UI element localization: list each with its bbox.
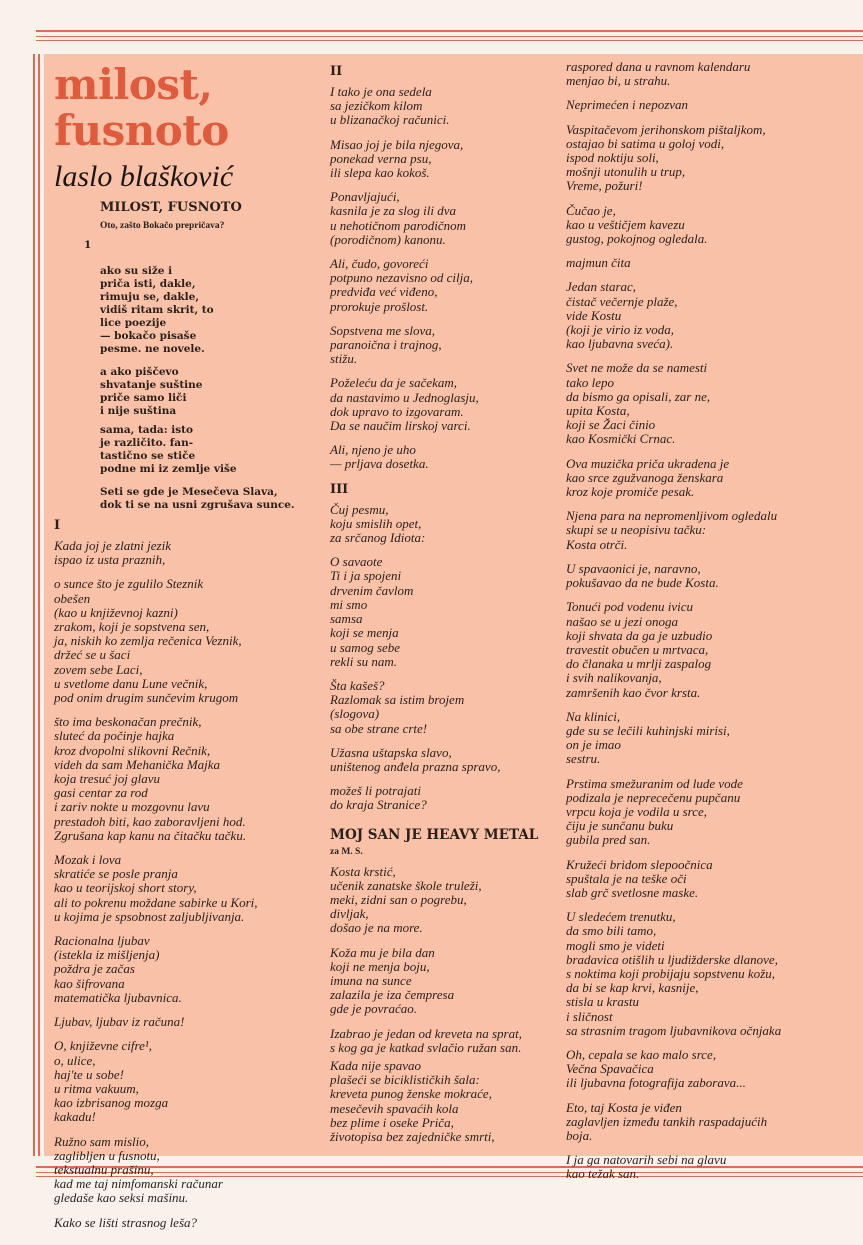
stanza: Čuj pesmu, koju smislih opet, za srčanog Idiota:	[330, 501, 426, 546]
stanza: raspored dana u ravnom kalendaru menjao bi, u strahu.	[566, 59, 751, 89]
stanza: Koža mu je bila dan koji ne menja boju, imuna na sunce zalazila je iza čempresa gde je povraćao.	[330, 944, 455, 1017]
stanza: Oh, cepala se kao malo srce, Večna Spavačica ili ljubavna fotografija zaborava...	[566, 1046, 746, 1091]
stanza: Misao joj je bila njegova, ponekad verna psu, ili slepa kao kokoš.	[330, 136, 464, 181]
poem-panel	[44, 54, 863, 1230]
stanza: U sledećem trenutku, da smo bili tamo, mogli smo je videti bradavica otišlih u ljudiždеrske dlanove, s noktima koji probijaju sopstvenu kožu, da bi se kap krvi, kasnije, stisla u krastu i sličnost sa strasnim tragom ljubavnikova očnjaka	[566, 909, 782, 1038]
stanza-number: 1	[84, 239, 92, 251]
stanza: Ponavljajući, kasnila je za slog ili dva u nehotičnom parodičnom (porodičnom) kanonu.	[330, 189, 466, 247]
top-rule-thin	[36, 36, 863, 37]
section-dedication: za M. S.	[330, 846, 363, 857]
stanza: Vaspitačevom jerihonskom pištaljkom, ostajao bi satima u goloj vodi, ispod noktiju soli, mošnji utonulih u trup, Vreme, požuri!	[566, 121, 766, 194]
section-numeral-3: III	[330, 481, 349, 497]
stanza: Jedan starac, čistač večernje plaže, vide Kostu (koji je virio iz voda, kao ljubavna sveća).	[566, 279, 678, 352]
stanza: Izabrao je jedan od kreveta na sprat, s kog ga je katkad svlačio ružan san.	[330, 1025, 522, 1055]
article-title	[54, 62, 322, 154]
stanza: Ova muzička priča ukradena je kao srce zgužvanoga ženskara kroz koje promiče pesak.	[566, 455, 730, 500]
left-frame-line	[33, 54, 35, 1156]
stanza: Mozak i lova skratiće se posle pranja kao u teorijskoj short story, ali to pokrenu moždane sabirke u Kori, u kojima je spsobnost zaljubljivanja.	[54, 852, 258, 924]
column-1	[54, 54, 322, 1240]
stanza: Čučao je, kao u veštičjem kavezu gustog, pokojnog ogledala.	[566, 202, 708, 247]
title-line-2: fusnoto	[54, 106, 229, 155]
top-rule	[36, 30, 863, 32]
poem-title: MILOST, FUSNOTO	[100, 200, 242, 215]
stanza: Ali, njeno je uho — prljava dosetka.	[330, 442, 429, 472]
stanza: Na klinici, gde su se lečili kuhinjski mirisi, on je imao sestru.	[566, 708, 730, 767]
stanza: Eto, taj Kosta je viđen zaglavljen između tankih raspadajućih boja.	[566, 1099, 768, 1143]
stanza: Kada nije spavao plašeći se biciklističkih šala: kreveta punog ženske mokraće, mesečevih spavaćih kola bez plime i oseke Priča, životopisa bez zajedničke smrti,	[330, 1057, 495, 1144]
stanza: I ja ga natovarih sebi na glavu kao težak san.	[566, 1152, 727, 1182]
stanza: Ljubav, ljubav iz računa!	[54, 1014, 185, 1030]
column-2	[330, 54, 560, 1154]
stanza: I tako je ona sedela sa jezičkom kilom u blizanačkoj računici.	[330, 84, 450, 128]
stanza: Ružno sam mislio, zaglibljen u fusnotu, tekstualnu prašinu, kad me taj nimfomanski računar gledaše kao seksi mašinu.	[54, 1133, 223, 1206]
stanza: što ima beskonačan prečnik, sluteć da počinje hajka kroz dvopolni slikovni Rečnik, videh da sam Mehanička Majka koja tresuć joj glavu gasi centar za rod i zariv nokte u mozgovnu lavu prestadoh biti, kao zaboravljeni hod. Zgrušana kap kanu na čitačku tačku.	[54, 714, 247, 843]
author-name: laslo blašković	[54, 160, 234, 193]
stanza: majmun čita	[566, 255, 631, 271]
top-rule-thin-2	[36, 40, 863, 41]
left-frame-line-2	[38, 54, 40, 1156]
poem-dedication: Oto, zašto Bokačo prepričava?	[100, 221, 225, 231]
intro-stanza: Seti se gde je Mesečeva Slava, dok ti se na usni zgrušava sunce.	[100, 486, 295, 511]
stanza: Ali, čudo, govoreći potpuno nezavisno od cilja, predviđa već viđeno, prorokuje prošlost.	[330, 256, 473, 314]
section-numeral-1: I	[54, 518, 61, 533]
stanza: Racionalna ljubav (istekla iz mišljenja) poždra je začas kao šifrovana matematička ljubavnica.	[54, 933, 182, 1005]
stanza: Kosta krstić, učenik zanatske škole truleži, meki, zidni san o pogrebu, divljak, došao je na more.	[330, 863, 482, 936]
title-line-1: milost,	[54, 60, 213, 109]
stanza: Kako se lišti strasnog leša?	[54, 1214, 198, 1230]
intro-stanza: sama, tada: isto je različito. fan- tastično se stiče podne mi iz zemlje više	[100, 424, 237, 475]
stanza: O, književne cifre¹, o, ulice, haj'te u sobe! u ritma vakuum, kao izbrisanog mozga kakadu!	[54, 1038, 169, 1125]
intro-stanza: 1 ako su siže i priča isti, dakle, rimuju se, dakle, vidiš ritam skrit, to lice poezije — bokačo pisaše pesme. ne novele.	[84, 239, 214, 355]
stanza: Šta kašeš? Razlomak sa istim brojem (slogova) sa obe strane crte!	[330, 677, 465, 736]
stanza: O savaote Ti i ja spojeni drvenim čavlom mi smo samsa koji se menja u samog sebe rekli su nam.	[330, 554, 414, 669]
section-title-heavy-metal: MOJ SAN JE HEAVY METAL	[330, 826, 539, 843]
stanza: Svet ne može da se namesti tako lepo da bismo ga opisali, zar ne, upita Kosta, koji se Žaci činio kao Kosmički Crnac.	[566, 360, 711, 447]
stanza: možeš li potrajati do kraja Stranice?	[330, 783, 427, 813]
stanza: Sopstvena me slova, paranoična i trajnog, stižu.	[330, 322, 442, 367]
column-3	[566, 54, 862, 1192]
section-numeral-2: II	[330, 64, 343, 79]
stanza: Neprimećen i nepozvan	[566, 97, 689, 113]
stanza: Tonući pod vodenu ivicu našao se u jezi onoga koji shvata da ga je uzbudio travestit obučen u mrtvaca, do članaka u mrlji zaspalog i svih nalikovanja, zamršenih kao čvor krsta.	[566, 599, 713, 700]
stanza: Prstima smežuranim od lude vode podizala je neprесečenu pupčanu vrpcu koja je vodila u srce, čiju je sunčanu buku gubila pred san.	[566, 775, 743, 848]
stanza: Kada joj je zlatni jezik ispao iz usta praznih,	[54, 538, 171, 568]
intro-stanza: a ako piščevo shvatanje suštine priče samo liči i nije suština	[100, 366, 203, 417]
stanza: Njena para na nepromenljivom ogledalu skupi se u neopisivu tačku: Kosta otrči.	[566, 508, 778, 552]
stanza: U spavaonici je, naravno, pokušavao da ne bude Kosta.	[566, 560, 719, 591]
stanza: o sunce što je zgulilo Steznik obešen (kao u književnoj kazni) zrakom, koji je sopstvena sen, ja, niskih ko zemlja rečenica Veznik, držeć se u šaci zovem sebe Laci, u svetlome danu Lune večnik, pod onim drugim sunčevim krugom	[54, 576, 242, 706]
stanza: Kružeći bridom slepoočnica spuštala je na teške oči slab grč svetlosne maske.	[566, 856, 713, 900]
stanza: Poželeću da je sačekam, da nastavimo u Jednoglasju, dok upravo to izgovaram. Da se naučim lirskoj varci.	[330, 375, 479, 434]
stanza: Užasna uštapska slavo, uništenog anđela prazna spravo,	[330, 744, 501, 774]
